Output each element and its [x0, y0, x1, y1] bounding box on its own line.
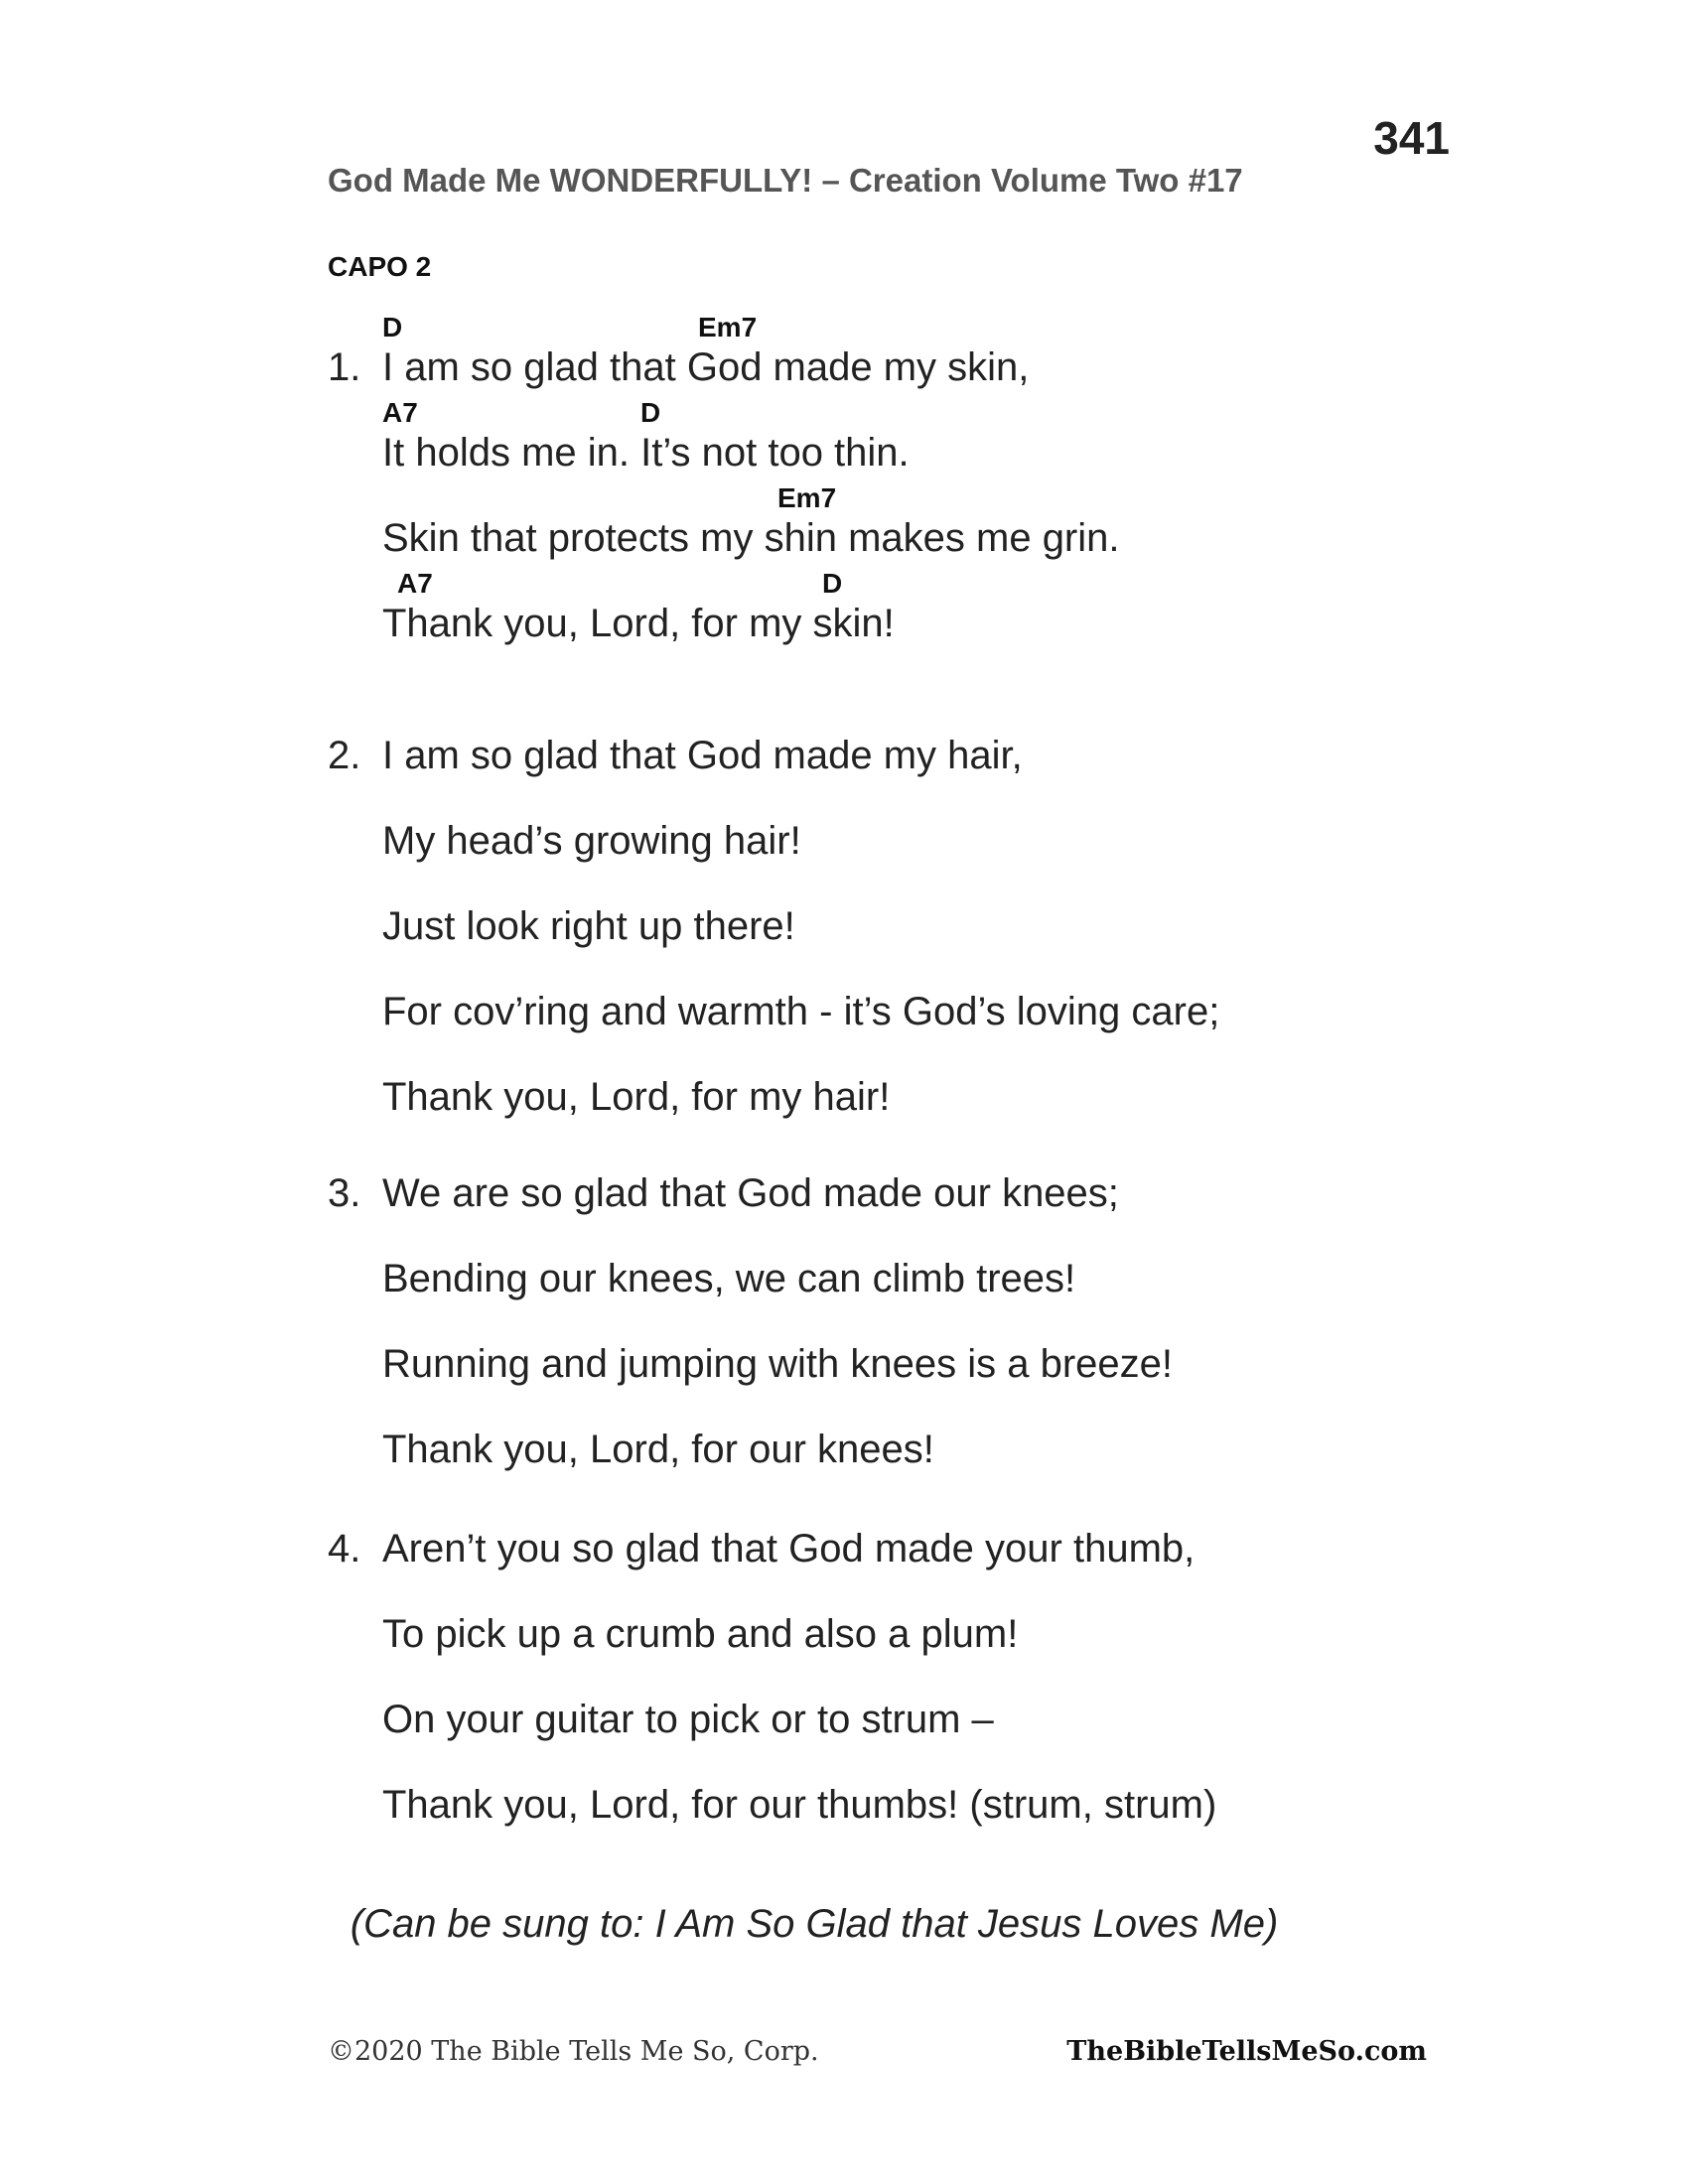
lyric-line — [328, 700, 1470, 785]
lyric-text: I am so glad that God made my hair, — [382, 734, 1023, 777]
lyric-text: We are so glad that God made our knees; — [382, 1171, 1119, 1215]
capo-instruction: CAPO 2 — [328, 251, 432, 282]
verse-number: 1. — [328, 345, 361, 389]
lyric-line — [328, 1138, 1470, 1223]
lyric-text: For cov’ring and warmth - it’s God’s loving care; — [382, 990, 1220, 1033]
lyric-line — [328, 956, 1470, 1041]
lyric-text: Bending our knees, we can climb trees! — [382, 1257, 1076, 1300]
lyric-text: It holds me in. It’s not too thin. — [382, 431, 910, 475]
chord-row — [328, 312, 1470, 345]
lyric-line — [328, 1223, 1470, 1308]
lyric-line — [328, 1749, 1470, 1835]
lyric-line — [328, 1493, 1470, 1578]
lyric-line — [328, 785, 1470, 871]
verse-3 — [328, 1138, 1470, 1479]
verse-4 — [328, 1493, 1470, 1835]
website-link[interactable]: TheBibleTellsMeSo.com — [1066, 2036, 1427, 2067]
lyric-line — [328, 312, 1470, 397]
lyric-line — [328, 1308, 1470, 1394]
copyright-notice: ©2020 The Bible Tells Me So, Corp. — [328, 2036, 819, 2067]
lyric-text: Thank you, Lord, for my skin! — [382, 602, 895, 645]
verse-number: 2. — [328, 734, 361, 777]
chord-row — [328, 482, 1470, 516]
lyric-line — [328, 1041, 1470, 1127]
chord-row — [328, 397, 1470, 431]
chord: A7 — [397, 568, 433, 599]
page-number: 341 — [1373, 112, 1450, 164]
chord: Em7 — [698, 312, 758, 342]
lyric-text: Skin that protects my shin makes me grin. — [382, 516, 1120, 560]
lyric-line — [328, 1394, 1470, 1479]
lyric-line — [328, 1578, 1470, 1664]
lyric-line — [328, 871, 1470, 956]
verse-2 — [328, 700, 1470, 1127]
lyric-text: Thank you, Lord, for our knees! — [382, 1428, 934, 1471]
chord-row — [328, 568, 1470, 602]
chord: Em7 — [777, 482, 837, 513]
lyric-line — [328, 397, 1470, 482]
verse-1 — [328, 312, 1470, 653]
lyric-text: Just look right up there! — [382, 904, 795, 948]
lyric-text: On your guitar to pick or to strum – — [382, 1698, 994, 1741]
tune-note: (Can be sung to: I Am So Glad that Jesus Loves Me) — [350, 1902, 1279, 1946]
lyric-line — [328, 1664, 1470, 1749]
chord: A7 — [382, 397, 418, 428]
lyric-text: Thank you, Lord, for our thumbs! (strum, strum) — [382, 1783, 1217, 1827]
lyric-text: Thank you, Lord, for my hair! — [382, 1075, 891, 1119]
lyric-line — [328, 482, 1470, 568]
song-title: God Made Me WONDERFULLY! – Creation Volume Two #17 — [328, 162, 1243, 199]
lyric-text: I am so glad that God made my skin, — [382, 345, 1030, 389]
lyric-text: My head’s growing hair! — [382, 819, 801, 863]
chord: D — [822, 568, 843, 599]
lyric-line — [328, 568, 1470, 653]
lyric-text: Aren’t you so glad that God made your thumb, — [382, 1527, 1196, 1570]
chord: D — [640, 397, 661, 428]
lyric-text: Running and jumping with knees is a breeze! — [382, 1342, 1174, 1386]
chord: D — [382, 312, 403, 342]
verse-number: 3. — [328, 1171, 361, 1215]
verse-number: 4. — [328, 1527, 361, 1570]
lyric-text: To pick up a crumb and also a plum! — [382, 1612, 1019, 1656]
